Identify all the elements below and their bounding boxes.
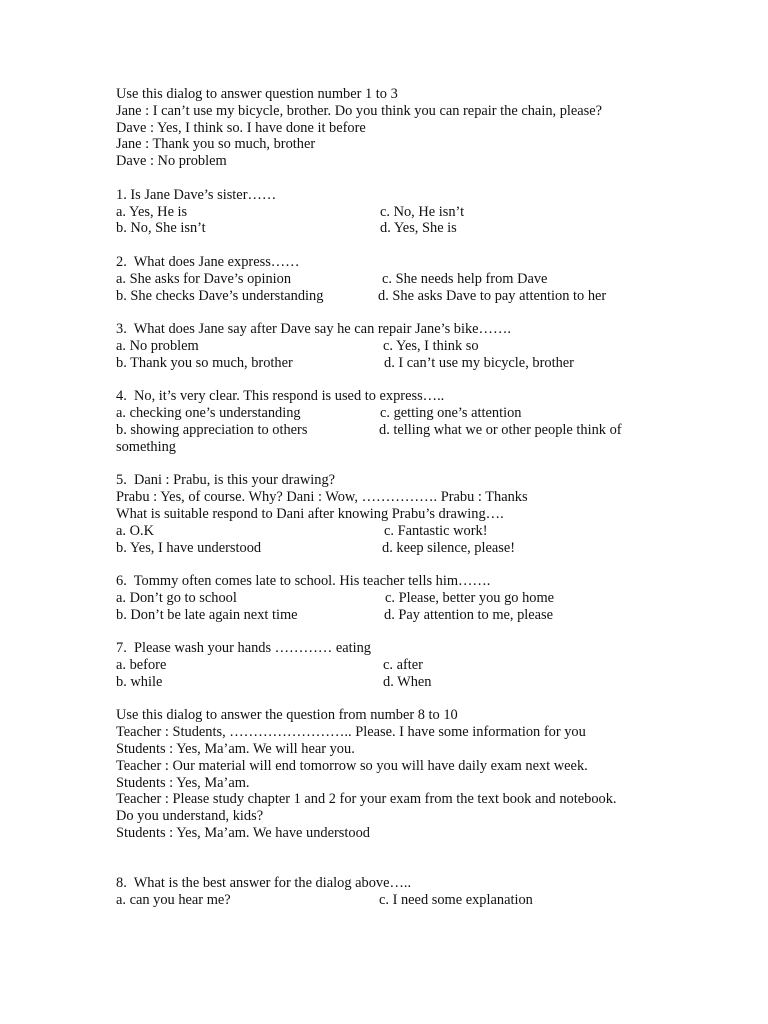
- option-b: b. Don’t be late again next time: [116, 606, 298, 623]
- dialog-line: Teacher : Our material will end tomorrow so you will have daily exam next week.: [116, 757, 588, 774]
- question-4: [116, 388, 646, 455]
- question-7: [116, 640, 646, 690]
- question-text: 8. What is the best answer for the dialog above…..: [116, 875, 412, 892]
- instruction-line: Use this dialog to answer question number 1 to 3: [116, 86, 398, 102]
- question-text: 2. What does Jane express……: [116, 253, 300, 270]
- question-text: 1. Is Jane Dave’s sister……: [116, 186, 277, 203]
- option-d: d. telling what we or other people think of: [379, 421, 622, 438]
- option-c: c. She needs help from Dave: [382, 270, 548, 287]
- option-a: a. Don’t go to school: [116, 589, 237, 606]
- dialog-line: Jane : I can’t use my bicycle, brother. Do you think you can repair the chain, please?: [116, 102, 603, 119]
- question-6: [116, 573, 646, 623]
- option-d: d. keep silence, please!: [382, 539, 516, 556]
- question-text: 5. Dani : Prabu, is this your drawing?: [116, 472, 336, 489]
- option-a: a. No problem: [116, 337, 199, 354]
- option-c: c. after: [383, 657, 423, 674]
- question-3: [116, 321, 646, 371]
- option-b: b. Thank you so much, brother: [116, 354, 293, 371]
- option-c: c. Fantastic work!: [384, 522, 488, 539]
- dialog-line: Dave : Yes, I think so. I have done it before: [116, 119, 366, 136]
- dialog-line: Teacher : Students, …………………….. Please. I have some information for you: [116, 724, 586, 741]
- option-b: b. while: [116, 673, 163, 690]
- dialog-line: Dave : No problem: [116, 153, 227, 170]
- question-text: Prabu : Yes, of course. Why? Dani : Wow, ……………. Prabu : Thanks: [116, 489, 528, 506]
- dialog-line: Do you understand, kids?: [116, 808, 264, 825]
- option-d: d. Pay attention to me, please: [384, 606, 554, 623]
- question-text: 3. What does Jane say after Dave say he can repair Jane’s bike…….: [116, 321, 511, 338]
- question-text: 7. Please wash your hands ………… eating: [116, 640, 371, 657]
- option-d-continuation: something: [116, 438, 176, 455]
- option-a: a. can you hear me?: [116, 892, 231, 909]
- option-c: c. getting one’s attention: [380, 405, 522, 422]
- option-b: b. Yes, I have understood: [116, 539, 262, 556]
- option-c: c. I need some explanation: [379, 892, 533, 909]
- option-b: b. showing appreciation to others: [116, 421, 308, 438]
- option-d: d. She asks Dave to pay attention to her: [378, 287, 607, 304]
- option-c: c. Yes, I think so: [383, 337, 479, 354]
- question-text: What is suitable respond to Dani after knowing Prabu’s drawing….: [116, 505, 504, 522]
- option-d: d. Yes, She is: [380, 220, 457, 237]
- instruction-line: Use this dialog to answer the question from number 8 to 10: [116, 707, 458, 724]
- option-a: a. O.K: [116, 522, 154, 539]
- option-c: c. Please, better you go home: [385, 589, 555, 606]
- question-text: 6. Tommy often comes late to school. His teacher tells him…….: [116, 573, 491, 590]
- option-a: a. checking one’s understanding: [116, 405, 301, 422]
- dialog-line: Teacher : Please study chapter 1 and 2 for your exam from the text book and notebook.: [116, 791, 617, 808]
- dialog-2: [116, 707, 646, 841]
- question-1: [116, 187, 646, 237]
- dialog-line: Students : Yes, Ma’am. We will hear you.: [116, 741, 355, 758]
- question-8: [116, 875, 646, 909]
- question-2: [116, 254, 646, 304]
- option-a: a. She asks for Dave’s opinion: [116, 270, 292, 287]
- dialog-1: [116, 86, 646, 170]
- question-text: 4. No, it’s very clear. This respond is used to express…..: [116, 388, 445, 405]
- option-d: d. I can’t use my bicycle, brother: [384, 354, 574, 371]
- dialog-line: Students : Yes, Ma’am. We have understood: [116, 825, 370, 842]
- option-b: b. No, She isn’t: [116, 220, 206, 237]
- dialog-line: Students : Yes, Ma’am.: [116, 774, 250, 791]
- option-a: a. before: [116, 657, 167, 674]
- dialog-line: Jane : Thank you so much, brother: [116, 136, 316, 153]
- option-a: a. Yes, He is: [116, 203, 188, 220]
- option-b: b. She checks Dave’s understanding: [116, 287, 324, 304]
- option-c: c. No, He isn’t: [380, 203, 465, 220]
- document-page: [116, 86, 646, 909]
- question-5: [116, 472, 646, 556]
- option-d: d. When: [383, 673, 432, 690]
